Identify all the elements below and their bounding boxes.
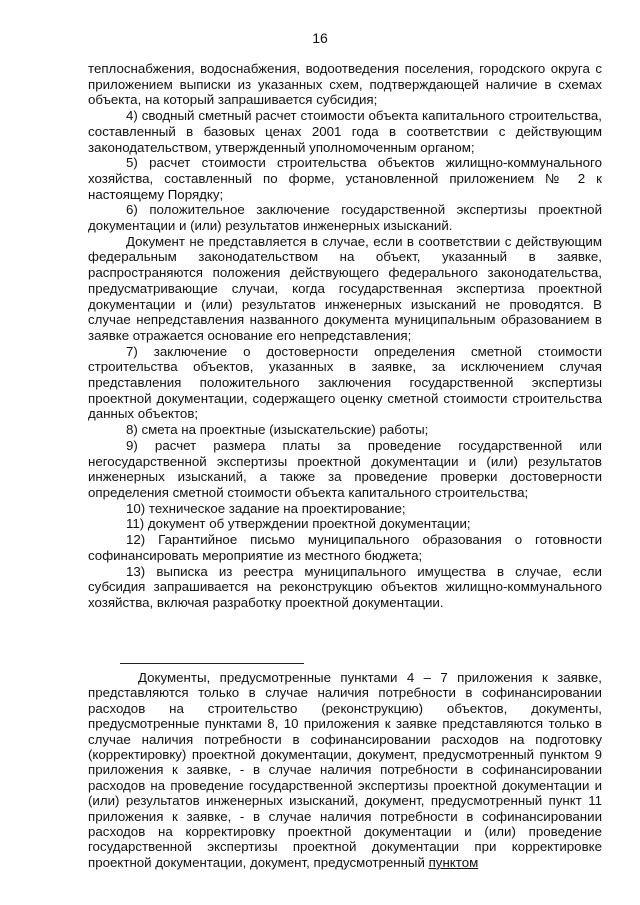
- footnote: [88, 670, 602, 870]
- list-item-9: 9) расчет размера платы за проведение государственной или негосударственной экспертизы проектной документации и (или) результатов инженерных изысканий, а также за проведение проверки достоверности определения сметной стоимости объекта капитального строительства;: [88, 437, 602, 500]
- list-item-6: 6) положительное заключение государственной экспертизы проектной документации и (или) результатов инженерных изысканий.: [88, 202, 602, 234]
- list-item-10: 10) техническое задание на проектирование;: [126, 500, 406, 516]
- footnote-divider: [120, 663, 304, 664]
- main-text: [88, 61, 602, 611]
- footnote-text: Документы, предусмотренные пунктами 4 – 7 приложения к заявке, представляются только в случае наличия потребности в софинансировании расходов на строительство (реконструкцию) объектов, документы, предусмотренные пунктами 8, 10 приложения к заявке представляются только в случае наличия потребности в софинансировании расходов на подготовку (корректировку) проектной документации, документ, предусмотренный пунктом 9 приложения к заявке, - в случае наличия потребности в софинансировании расходов на проведение государственной экспертизы проектной документации и (или) результатов инженерных изысканий, документ, предусмотренный пункт 11 приложения к заявке, - в случае наличия потребности в софинансировании расходов на корректировку проектной документации и (или) проведение государственной экспертизы проектной документации при корректировке проектной документации, документ, предусмотренный: [88, 670, 602, 870]
- page-number: 16: [312, 30, 328, 46]
- list-item-12: 12) Гарантийное письмо муниципального образования о готовности софинансировать мероприятие из местного бюджета;: [88, 532, 602, 563]
- footnote-underlined-tail: пунктом: [428, 854, 479, 870]
- paragraph-exception: Документ не представляется в случае, если в соответствии с действующим федеральным законодательством на объект, указанный в заявке, распространяются положения действующего федерального законодательства, предусматривающие случаи, когда государственная экспертиза проектной документации и (или) результатов инженерных изысканий не проводятся. В случае непредставления названного документа муниципальным образованием в заявке отражается основание его непредставления;: [88, 233, 602, 343]
- paragraph-continuation: теплоснабжения, водоснабжения, водоотведения поселения, городского округа с приложением выписки из указанных схем, подтверждающей наличие в схемах объекта, на который запрашивается субсидия;: [88, 61, 602, 108]
- list-item-7: 7) заключение о достоверности определения сметной стоимости строительства объектов, указанных в заявке, за исключением случая представления положительного заключения государственной экспертизы проектной документации, содержащего оценку сметной стоимости строительства данных объектов;: [88, 343, 602, 422]
- list-item-11: 11) документ об утверждении проектной документации;: [126, 516, 471, 532]
- list-item-8: 8) смета на проектные (изыскательские) работы;: [126, 422, 429, 438]
- list-item-4: 4) сводный сметный расчет стоимости объекта капитального строительства, составленный в базовых ценах 2001 года в соответствии с действующим законодательством, утвержденный уполномоченным органом;: [88, 108, 602, 155]
- list-item-5: 5) расчет стоимости строительства объектов жилищно-коммунального хозяйства, составленный по форме, установленной приложением № 2 к настоящему Порядку;: [88, 155, 602, 202]
- list-item-13: 13) выписка из реестра муниципального имущества в случае, если субсидия запрашивается на реконструкцию объектов жилищно-коммунального хозяйства, включая разработку проектной документации.: [88, 563, 602, 610]
